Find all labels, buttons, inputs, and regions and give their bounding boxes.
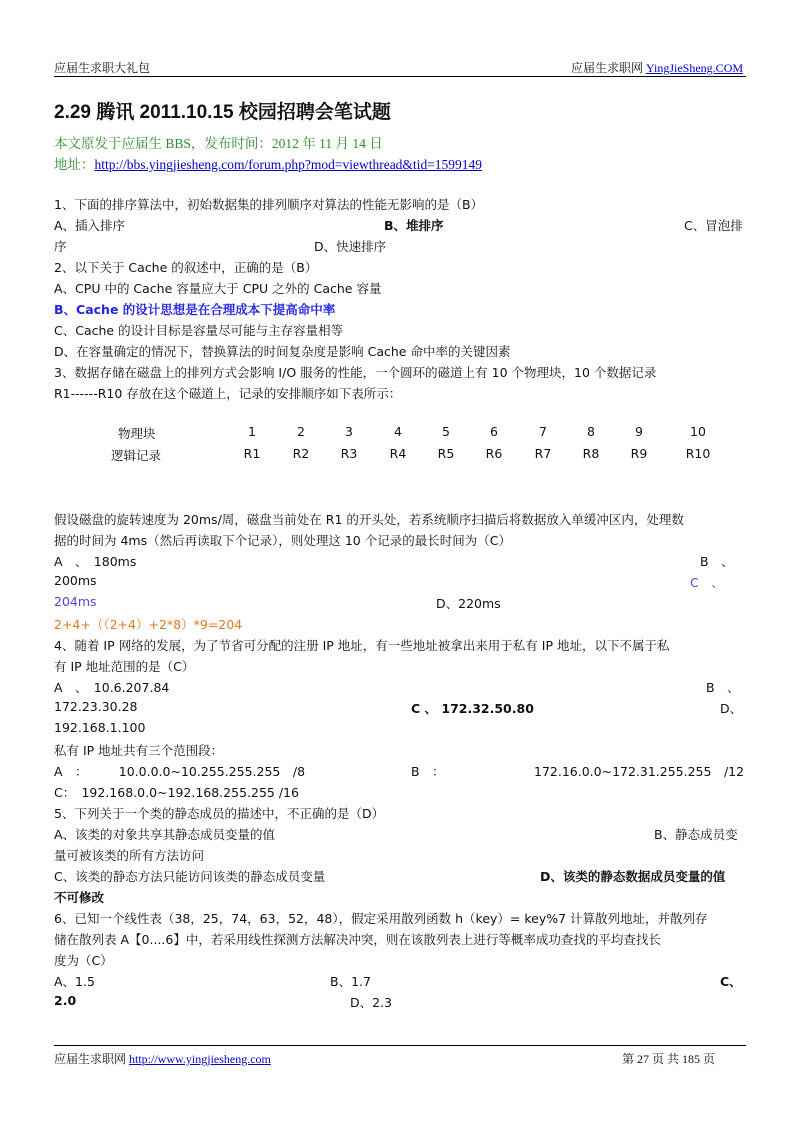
- q4-range-a: A ： 10.0.0.0~10.255.255.255 /8: [54, 764, 306, 779]
- q1-option-d: D、快速排序: [314, 239, 387, 254]
- q3-text-1: 3、数据存储在磁盘上的排列方式会影响 I/O 服务的性能，一个圆环的磁道上有 10 个物理块，10 个数据记录: [54, 365, 657, 380]
- address-label: 地址：: [54, 157, 95, 172]
- q3-option-b-value: 200ms: [54, 573, 97, 588]
- q6-option-a: A、1.5: [54, 974, 95, 989]
- q4-range-c: C： 192.168.0.0~192.168.255.255 /16: [54, 785, 299, 800]
- q6-text-2: 储在散列表 A【0....6】中，若采用线性探测方法解决冲突，则在该散列表上进行等概率成功查找的平均查找长: [54, 932, 661, 947]
- q2-option-c: C、Cache 的设计目标是容量尽可能与主存容量相等: [54, 323, 344, 338]
- q6-option-c: C、: [720, 974, 742, 989]
- table-cell: 2: [297, 424, 305, 439]
- table-cell: R10: [685, 446, 711, 461]
- q1-option-b: B、堆排序: [384, 218, 444, 233]
- table-cell: R6: [485, 446, 503, 461]
- q3-option-c: C 、: [690, 575, 724, 590]
- q3-text-2: R1------R10 存放在这个磁道上，记录的安排顺序如下表所示：: [54, 386, 402, 401]
- q1-option-c: C、冒泡排: [684, 218, 743, 233]
- header-right: [571, 59, 743, 76]
- q3-text-4: 据的时间为 4ms（然后再读取下个记录），则处理这 10 个记录的最长时间为（C）: [54, 533, 511, 548]
- table-cell: R2: [292, 446, 310, 461]
- q5-option-b: B、静态成员变: [654, 827, 738, 842]
- q1-option-a: A、插入排序: [54, 218, 126, 233]
- table-cell: 3: [345, 424, 353, 439]
- table-cell: 5: [442, 424, 450, 439]
- footer-prefix: 应届生求职网: [54, 1052, 130, 1066]
- header-link[interactable]: YingJieSheng.COM: [646, 61, 744, 75]
- table-cell: R1: [243, 446, 261, 461]
- q1-option-c-wrap: 序: [54, 239, 67, 254]
- q4-range-b: 172.16.0.0~172.31.255.255 /12: [534, 764, 745, 779]
- q6-text-3: 度为（C）: [54, 953, 113, 968]
- table-cell: 9: [635, 424, 643, 439]
- q6-option-b: B、1.7: [330, 974, 371, 989]
- q4-note: 私有 IP 地址共有三个范围段：: [54, 743, 224, 758]
- q1-text: 1、下面的排序算法中，初始数据集的排列顺序对算法的性能无影响的是（B）: [54, 197, 484, 212]
- table-row2-label: 逻辑记录: [111, 448, 162, 463]
- footer-left: [54, 1050, 271, 1067]
- q5-option-b-wrap: 量可被该类的所有方法访问: [54, 848, 205, 863]
- table-cell: R4: [389, 446, 407, 461]
- q3-answer-note: 2+4+（（2+4）+2*8）*9=204: [54, 617, 243, 632]
- table-cell: R7: [534, 446, 552, 461]
- q6-option-d: D、2.3: [350, 995, 393, 1010]
- q4-text-1: 4、随着 IP 网络的发展，为了节省可分配的注册 IP 地址，有一些地址被拿出来用于私有 IP 地址，以下不属于私: [54, 638, 670, 653]
- q6-text-1: 6、已知一个线性表（38，25，74，63，52，48），假定采用散列函数 h（key）= key%7 计算散列地址，并散列存: [54, 911, 708, 926]
- header-rule: [54, 76, 746, 77]
- q4-option-d-value: 192.168.1.100: [54, 720, 146, 735]
- q6-option-c-value: 2.0: [54, 993, 77, 1008]
- header-left: 应届生求职大礼包: [54, 61, 151, 75]
- q4-option-b-value: 172.23.30.28: [54, 699, 138, 714]
- q3-option-b: B 、: [700, 554, 734, 569]
- source-line: 本文原发于应届生 BBS，发布时间：2012 年 11 月 14 日: [54, 136, 383, 151]
- address-line: [54, 153, 482, 173]
- q4-option-a: A 、 10.6.207.84: [54, 680, 170, 695]
- q5-option-d: D、该类的静态数据成员变量的值: [540, 869, 726, 884]
- q2-option-a: A、CPU 中的 Cache 容量应大于 CPU 之外的 Cache 容量: [54, 281, 382, 296]
- table-cell: R9: [630, 446, 648, 461]
- table-cell: 10: [690, 424, 706, 439]
- q5-option-c: C、该类的静态方法只能访问该类的静态成员变量: [54, 869, 326, 884]
- page-number: 第 27 页 共 185 页: [622, 1052, 716, 1066]
- table-cell: 8: [587, 424, 595, 439]
- table-cell: 1: [248, 424, 256, 439]
- table-row1-label: 物理块: [118, 426, 156, 441]
- q4-option-d: D、: [720, 701, 743, 716]
- q4-option-c: C 、 172.32.50.80: [411, 701, 534, 716]
- q5-option-d-wrap: 不可修改: [54, 890, 105, 905]
- address-link[interactable]: http://bbs.yingjiesheng.com/forum.php?mod=viewthread&tid=1599149: [94, 157, 483, 172]
- table-cell: R8: [582, 446, 600, 461]
- q2-text: 2、以下关于 Cache 的叙述中，正确的是（B）: [54, 260, 318, 275]
- table-cell: 7: [539, 424, 547, 439]
- q2-option-d: D、在容量确定的情况下，替换算法的时间复杂度是影响 Cache 命中率的关键因素: [54, 344, 511, 359]
- table-cell: 4: [394, 424, 402, 439]
- footer-link[interactable]: http://www.yingjiesheng.com: [129, 1052, 271, 1066]
- q3-option-a: A 、 180ms: [54, 554, 137, 569]
- q3-option-c-value: 204ms: [54, 594, 97, 609]
- table-cell: R3: [340, 446, 358, 461]
- table-cell: 6: [490, 424, 498, 439]
- table-cell: R5: [437, 446, 455, 461]
- q4-text-2: 有 IP 地址范围的是（C）: [54, 659, 195, 674]
- q5-text: 5、下列关于一个类的静态成员的描述中，不正确的是（D）: [54, 806, 385, 821]
- footer-rule: [54, 1045, 746, 1046]
- q2-option-b: B、Cache 的设计思想是在合理成本下提高命中率: [54, 302, 336, 317]
- q3-text-3: 假设磁盘的旋转速度为 20ms/周，磁盘当前处在 R1 的开头处，若系统顺序扫描后将数据放入单缓冲区内，处理数: [54, 512, 684, 527]
- q4-range-b-label: B ：: [411, 764, 445, 779]
- header-right-prefix: 应届生求职网: [571, 61, 647, 75]
- q5-option-a: A、该类的对象共享其静态成员变量的值: [54, 827, 276, 842]
- q4-option-b: B 、: [706, 680, 740, 695]
- page-title: 2.29 腾讯 2011.10.15 校园招聘会笔试题: [54, 102, 391, 123]
- q3-option-d: D、220ms: [436, 596, 501, 611]
